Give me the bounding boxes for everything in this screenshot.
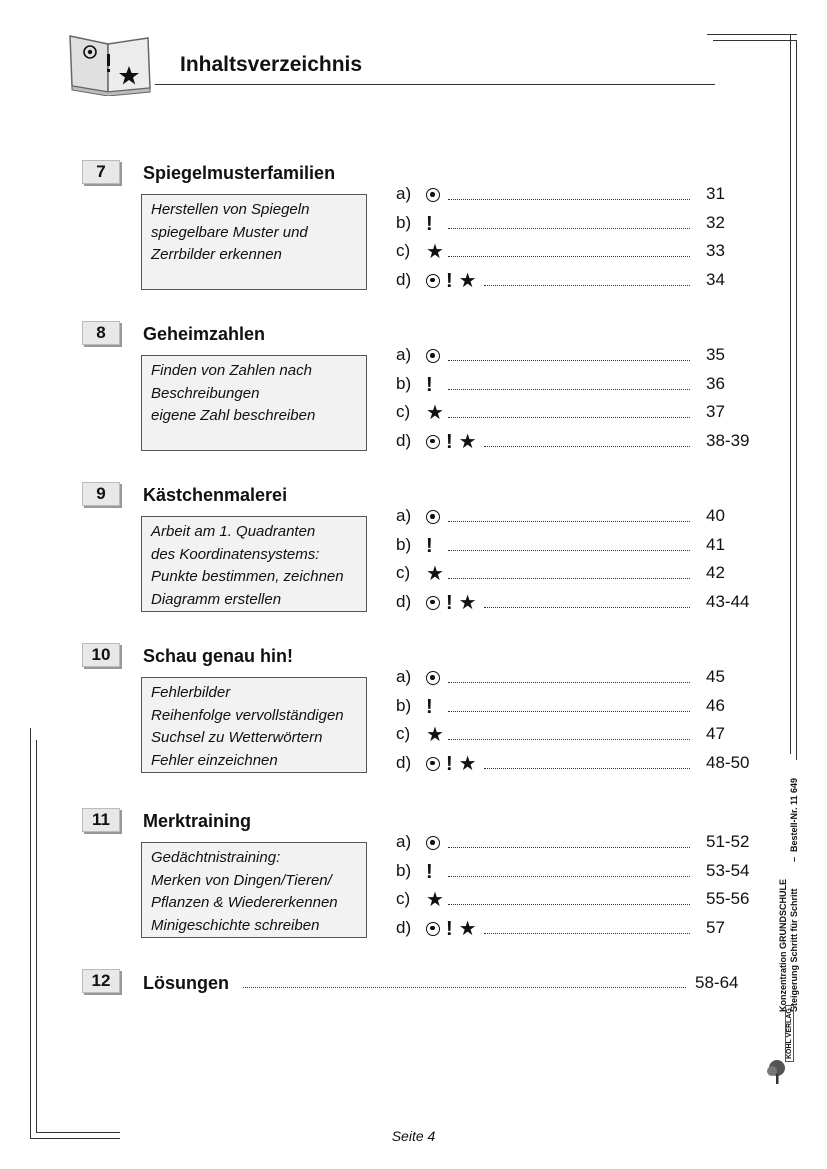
entry-page-number: 34 bbox=[706, 269, 725, 289]
entry-label: d) bbox=[396, 917, 412, 937]
difficulty-symbols bbox=[426, 887, 444, 913]
toc-entry bbox=[396, 182, 766, 208]
entry-page-number: 46 bbox=[706, 695, 725, 715]
entry-label: a) bbox=[396, 184, 412, 203]
publisher-logo: KOHL VERLAG bbox=[785, 1005, 794, 1062]
toc-entry bbox=[396, 887, 766, 913]
target-circle-icon bbox=[426, 274, 440, 288]
difficulty-symbols bbox=[426, 694, 433, 720]
toc-entry bbox=[396, 751, 766, 777]
toc-entry bbox=[396, 665, 766, 691]
frame-top-right-v2 bbox=[796, 40, 797, 760]
difficulty-symbols bbox=[426, 372, 433, 398]
exclamation-icon: ! bbox=[446, 269, 453, 292]
entry-label: b) bbox=[396, 534, 412, 554]
toc-entry bbox=[396, 916, 766, 942]
star-icon: ★ bbox=[458, 752, 477, 775]
sidebar-subtitle: Steigerung Schritt für Schritt bbox=[789, 888, 799, 1012]
star-icon: ★ bbox=[426, 889, 444, 911]
frame-bottom-left-v2 bbox=[36, 740, 37, 1132]
star-icon: ★ bbox=[426, 241, 444, 263]
section-description-box bbox=[141, 842, 367, 938]
entry-label: a) bbox=[396, 345, 412, 364]
entry-page-number: 45 bbox=[706, 667, 725, 686]
exclamation-icon: ! bbox=[446, 752, 453, 775]
entry-label: a) bbox=[396, 506, 412, 525]
difficulty-symbols bbox=[426, 182, 440, 208]
leader-dots bbox=[448, 360, 690, 361]
entry-label: b) bbox=[396, 860, 412, 880]
toc-entry bbox=[396, 211, 766, 237]
entry-page-number: 35 bbox=[706, 345, 725, 364]
solutions-leader-dots bbox=[243, 987, 686, 988]
toc-entry bbox=[396, 859, 766, 885]
entry-label: a) bbox=[396, 667, 412, 686]
sidebar-order-number: Bestell-Nr. 11 649 bbox=[789, 777, 799, 852]
toc-entry bbox=[396, 343, 766, 369]
leader-dots bbox=[484, 285, 690, 286]
toc-entry bbox=[396, 694, 766, 720]
exclamation-icon: ! bbox=[446, 917, 453, 940]
section-title: Merktraining bbox=[143, 811, 252, 831]
section-number-tab: 8 bbox=[82, 321, 120, 345]
entry-page-number: 57 bbox=[706, 917, 725, 937]
frame-top-right-h2 bbox=[713, 40, 797, 41]
section-title: Kästchenmalerei bbox=[143, 485, 288, 505]
entry-page-number: 36 bbox=[706, 373, 725, 393]
entry-label: a) bbox=[396, 832, 412, 851]
section-title: Geheimzahlen bbox=[143, 324, 266, 344]
difficulty-symbols bbox=[426, 590, 477, 616]
toc-entry bbox=[396, 239, 766, 265]
difficulty-symbols bbox=[426, 268, 477, 294]
entry-page-number: 53-54 bbox=[706, 860, 750, 880]
frame-top-right-v1 bbox=[790, 34, 791, 754]
section-number-tab: 10 bbox=[82, 643, 120, 667]
description-line: Punkte bestimmen, zeichnen bbox=[151, 568, 344, 585]
toc-entry bbox=[396, 429, 766, 455]
difficulty-symbols bbox=[426, 665, 440, 691]
leader-dots bbox=[448, 256, 690, 257]
leader-dots bbox=[448, 711, 690, 712]
target-circle-icon bbox=[426, 510, 440, 524]
exclamation-icon: ! bbox=[426, 695, 433, 718]
entry-page-number: 41 bbox=[706, 534, 725, 554]
entry-page-number: 47 bbox=[706, 724, 725, 743]
description-line: Herstellen von Spiegeln bbox=[151, 201, 310, 218]
leader-dots bbox=[448, 417, 690, 418]
target-circle-icon bbox=[426, 836, 440, 850]
description-line: des Koordinatensystems: bbox=[151, 545, 320, 563]
exclamation-icon: ! bbox=[446, 430, 453, 453]
description-line: Minigeschichte schreiben bbox=[151, 916, 320, 934]
publisher-tree-icon bbox=[766, 1058, 788, 1086]
entry-page-number: 33 bbox=[706, 241, 725, 260]
entry-label: d) bbox=[396, 752, 412, 772]
difficulty-symbols bbox=[426, 751, 477, 777]
entry-label: d) bbox=[396, 269, 412, 289]
target-circle-icon bbox=[426, 349, 440, 363]
toc-entry bbox=[396, 533, 766, 559]
entry-page-number: 43-44 bbox=[706, 591, 750, 611]
solutions-title: Lösungen bbox=[143, 973, 229, 993]
toc-entry bbox=[396, 400, 766, 426]
description-line: Arbeit am 1. Quadranten bbox=[151, 523, 316, 540]
solutions-page: 58-64 bbox=[695, 973, 739, 992]
book-icon bbox=[64, 30, 154, 96]
difficulty-symbols bbox=[426, 722, 444, 748]
difficulty-symbols bbox=[426, 916, 477, 942]
leader-dots bbox=[484, 768, 690, 769]
section-title: Schau genau hin! bbox=[143, 646, 294, 666]
exclamation-icon: ! bbox=[426, 534, 433, 557]
description-line: Beschreibungen bbox=[151, 384, 260, 402]
description-line: eigene Zahl beschreiben bbox=[151, 407, 316, 424]
page-number: Seite 4 bbox=[391, 1128, 436, 1144]
star-icon: ★ bbox=[458, 591, 477, 614]
difficulty-symbols bbox=[426, 400, 444, 426]
entry-page-number: 31 bbox=[706, 184, 725, 203]
sidebar-series-title: Konzentration GRUNDSCHULE bbox=[778, 879, 788, 1012]
star-icon: ★ bbox=[458, 917, 477, 940]
entry-page-number: 32 bbox=[706, 212, 725, 232]
description-line: Fehler einzeichnen bbox=[151, 751, 278, 769]
star-icon: ★ bbox=[458, 269, 477, 292]
leader-dots bbox=[448, 904, 690, 905]
leader-dots bbox=[448, 739, 690, 740]
section-number-tab: 9 bbox=[82, 482, 120, 506]
section-description-box bbox=[141, 194, 367, 290]
leader-dots bbox=[448, 228, 690, 229]
toc-entry bbox=[396, 504, 766, 530]
leader-dots bbox=[448, 876, 690, 877]
description-line: Gedächtnistraining: bbox=[151, 849, 281, 866]
toc-entry bbox=[396, 561, 766, 587]
description-line: Zerrbilder erkennen bbox=[151, 246, 282, 263]
entry-page-number: 37 bbox=[706, 402, 725, 421]
toc-entry bbox=[396, 372, 766, 398]
entry-label: b) bbox=[396, 212, 412, 232]
entry-page-number: 48-50 bbox=[706, 752, 750, 772]
difficulty-symbols bbox=[426, 533, 433, 559]
section-number-tab: 7 bbox=[82, 160, 120, 184]
description-line: Reihenfolge vervollständigen bbox=[151, 706, 344, 724]
exclamation-icon: ! bbox=[426, 860, 433, 883]
leader-dots bbox=[448, 682, 690, 683]
entry-label: b) bbox=[396, 695, 412, 715]
leader-dots bbox=[448, 578, 690, 579]
leader-dots bbox=[484, 933, 690, 934]
description-line: Finden von Zahlen nach bbox=[151, 362, 312, 379]
target-circle-icon bbox=[426, 922, 440, 936]
entry-page-number: 55-56 bbox=[706, 889, 750, 908]
section-description-box bbox=[141, 677, 367, 773]
difficulty-symbols bbox=[426, 429, 477, 455]
section-number-tab: 11 bbox=[82, 808, 120, 832]
entry-label: d) bbox=[396, 430, 412, 450]
difficulty-symbols bbox=[426, 830, 440, 856]
page-title: Inhaltsverzeichnis bbox=[180, 53, 363, 76]
description-line: Pflanzen & Wiedererkennen bbox=[151, 894, 338, 911]
frame-bottom-left-v1 bbox=[30, 728, 31, 1138]
entry-label: b) bbox=[396, 373, 412, 393]
section-title: Spiegelmusterfamilien bbox=[143, 163, 336, 183]
leader-dots bbox=[484, 446, 690, 447]
entry-label: d) bbox=[396, 591, 412, 611]
exclamation-icon: ! bbox=[446, 591, 453, 614]
target-circle-icon bbox=[426, 757, 440, 771]
frame-top-right-h1 bbox=[707, 34, 797, 35]
difficulty-symbols bbox=[426, 561, 444, 587]
target-circle-icon bbox=[426, 596, 440, 610]
description-line: Merken von Dingen/Tieren/ bbox=[151, 871, 332, 889]
leader-dots bbox=[448, 847, 690, 848]
star-icon: ★ bbox=[426, 724, 444, 746]
toc-entry bbox=[396, 830, 766, 856]
entry-label: c) bbox=[396, 724, 411, 743]
leader-dots bbox=[484, 607, 690, 608]
section-description-box bbox=[141, 355, 367, 451]
entry-label: c) bbox=[396, 563, 411, 582]
entry-page-number: 40 bbox=[706, 506, 725, 525]
difficulty-symbols bbox=[426, 859, 433, 885]
title-underline bbox=[155, 84, 715, 85]
difficulty-symbols bbox=[426, 504, 440, 530]
description-line: spiegelbare Muster und bbox=[151, 223, 308, 241]
target-circle-icon bbox=[426, 435, 440, 449]
entry-page-number: 38-39 bbox=[706, 430, 750, 450]
leader-dots bbox=[448, 389, 690, 390]
leader-dots bbox=[448, 199, 690, 200]
exclamation-icon: ! bbox=[426, 212, 433, 235]
description-line: Diagramm erstellen bbox=[151, 590, 282, 608]
star-icon: ★ bbox=[426, 563, 444, 585]
leader-dots bbox=[448, 521, 690, 522]
entry-page-number: 42 bbox=[706, 563, 725, 582]
toc-entry bbox=[396, 268, 766, 294]
entry-page-number: 51-52 bbox=[706, 832, 750, 851]
sidebar-dash: – bbox=[789, 856, 799, 862]
entry-label: c) bbox=[396, 402, 411, 421]
target-circle-icon bbox=[426, 188, 440, 202]
entry-label: c) bbox=[396, 889, 411, 908]
toc-entry bbox=[396, 590, 766, 616]
difficulty-symbols bbox=[426, 343, 440, 369]
entry-label: c) bbox=[396, 241, 411, 260]
exclamation-icon: ! bbox=[426, 373, 433, 396]
difficulty-symbols bbox=[426, 211, 433, 237]
target-circle-icon bbox=[426, 671, 440, 685]
difficulty-symbols bbox=[426, 239, 444, 265]
section-description-box bbox=[141, 516, 367, 612]
star-icon: ★ bbox=[426, 402, 444, 424]
description-line: Fehlerbilder bbox=[151, 684, 231, 701]
toc-entry bbox=[396, 722, 766, 748]
star-icon: ★ bbox=[458, 430, 477, 453]
description-line: Suchsel zu Wetterwörtern bbox=[151, 729, 323, 746]
section-number-tab: 12 bbox=[82, 969, 120, 993]
leader-dots bbox=[448, 550, 690, 551]
